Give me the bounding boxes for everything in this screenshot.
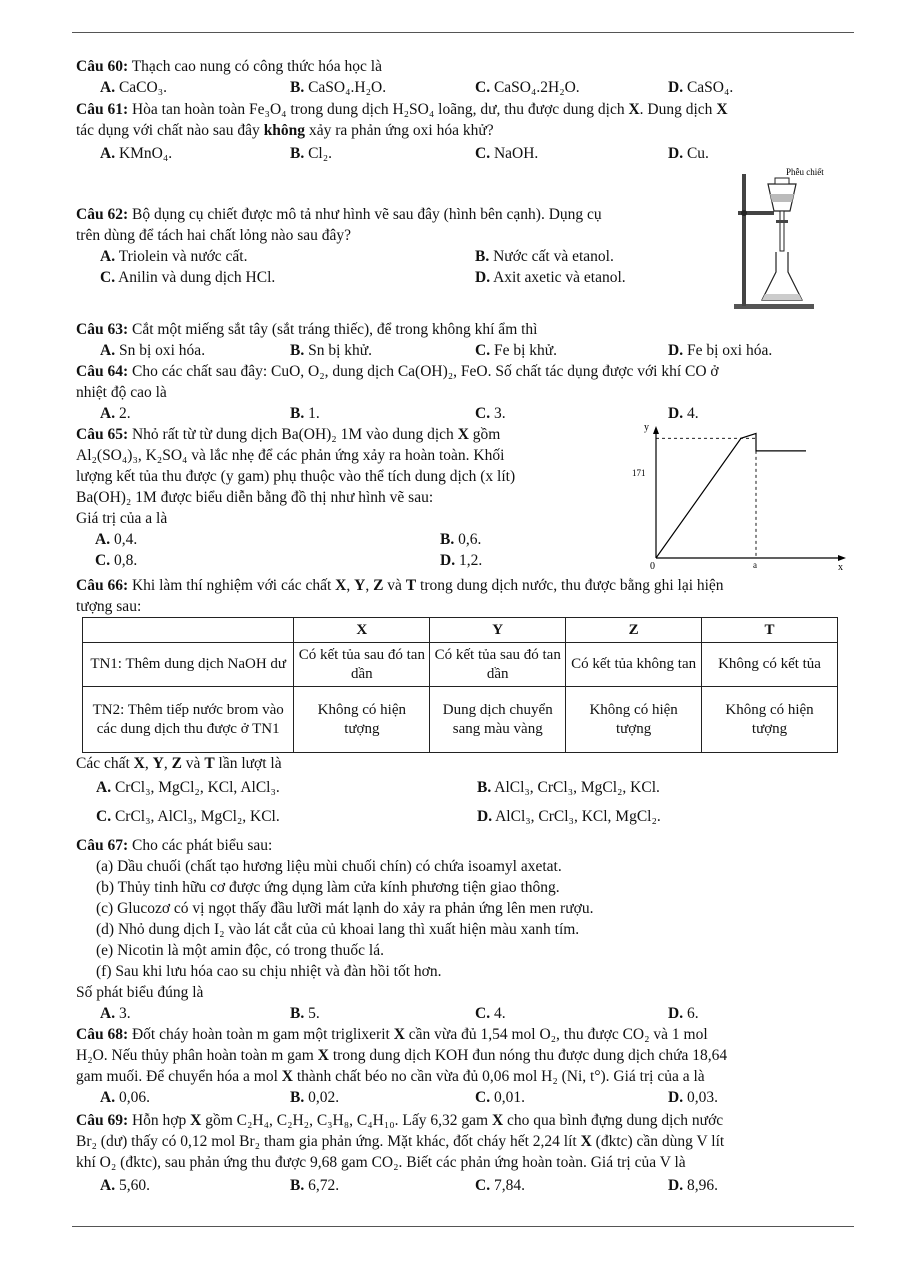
option-b: B. CaSO₄.H₂O. xyxy=(290,79,387,96)
funnel-liquid xyxy=(770,194,794,202)
statement-d: (d) Nhỏ dung dịch I₂ vào lát cắt của củ khoai lang thì xuất hiện màu xanh tím. xyxy=(96,921,580,938)
option-a: A. CrCl₃, MgCl₂, KCl, AlCl₃. xyxy=(96,779,280,796)
option-a: A. 2. xyxy=(100,405,131,422)
option-c: C. Anilin và dung dịch HCl. xyxy=(100,269,276,286)
option-a: A. Triolein và nước cất. xyxy=(100,248,248,265)
question-65-line5: Giá trị của a là xyxy=(76,510,168,527)
question-61: Câu 61: Hòa tan hoàn toàn Fe₃O₄ trong dung dịch H₂SO₄ loãng, dư, thu được dung dịch X. Dung dịch X xyxy=(76,101,728,118)
flask-liquid xyxy=(762,294,802,300)
table-header-cell: X xyxy=(294,618,430,643)
separatory-funnel-figure xyxy=(728,164,838,314)
origin-label: 0 xyxy=(650,561,655,572)
question-number: Câu 61: xyxy=(76,101,129,118)
table-cell: TN1: Thêm dung dịch NaOH dư xyxy=(83,643,294,687)
y-tick-label: 171 xyxy=(632,468,646,478)
question-number: Câu 64: xyxy=(76,363,129,380)
statement-c: (c) Glucozơ có vị ngọt thấy đầu lưỡi mát lạnh do xảy ra phản ứng lên men rượu. xyxy=(96,900,594,917)
question-68: Câu 68: Đốt cháy hoàn toàn m gam một triglixerit X cần vừa đủ 1,54 mol O₂, thu được CO₂ và 1 mol xyxy=(76,1026,708,1043)
option-c: C. CaSO₄.2H₂O. xyxy=(475,79,580,96)
question-68-line2: H₂O. Nếu thủy phân hoàn toàn m gam X trong dung dịch KOH đun nóng thu được dung dịch chứa 18,64 xyxy=(76,1047,728,1064)
question-number: Câu 68: xyxy=(76,1026,129,1043)
question-67-ask: Số phát biểu đúng là xyxy=(76,984,204,1001)
funnel-stopper xyxy=(775,178,789,184)
table-cell: TN2: Thêm tiếp nước brom vào các dung dịch thu được ở TN1 xyxy=(83,687,294,753)
statement-e: (e) Nicotin là một amin độc, có trong thuốc lá. xyxy=(96,942,384,959)
table-header-cell xyxy=(83,618,294,643)
option-a: A. CaCO₃. xyxy=(100,79,167,96)
question-60 xyxy=(76,56,854,77)
options-66-row2 xyxy=(0,806,906,827)
option-b: B. Sn bị khử. xyxy=(290,342,373,359)
question-66: Câu 66: Khi làm thí nghiệm với các chất X, Y, Z và T trong dung dịch nước, thu được bằng ghi lại hiện xyxy=(76,577,724,594)
option-d: D. Fe bị oxi hóa. xyxy=(668,342,773,359)
table-cell: Không có hiện tượng xyxy=(702,687,838,753)
table-cell: Không có hiện tượng xyxy=(294,687,430,753)
option-b: B. 1. xyxy=(290,405,320,422)
figure-label: Phễu chiết xyxy=(786,167,824,177)
option-c: C. 0,8. xyxy=(95,552,138,569)
option-c: C. Fe bị khử. xyxy=(475,342,558,359)
options-61 xyxy=(0,143,906,164)
option-c: C. 7,84. xyxy=(475,1177,525,1194)
options-62-row2 xyxy=(0,267,906,288)
option-b: B. 5. xyxy=(290,1005,320,1022)
series-line xyxy=(656,433,806,558)
question-63: Câu 63: Cắt một miếng sắt tây (sắt tráng thiếc), để trong không khí ẩm thì xyxy=(76,321,538,338)
option-a: A. Sn bị oxi hóa. xyxy=(100,342,206,359)
question-65-line2: Al₂(SO₄)₃, K₂SO₄ và lắc nhẹ để các phản ứng xảy ra hoàn toàn. Khối xyxy=(76,447,505,464)
question-text: Thạch cao nung có công thức hóa học là xyxy=(131,58,382,75)
table-row xyxy=(83,643,838,687)
question-62-line2: trên dùng để tách hai chất lỏng nào sau đây? xyxy=(76,227,352,244)
question-62: Câu 62: Bộ dụng cụ chiết được mô tả như hình vẽ sau đây (hình bên cạnh). Dụng cụ xyxy=(76,206,602,223)
question-65-line3: lượng kết tủa thu được (y gam) phụ thuộc vào thể tích dung dịch (x lít) xyxy=(76,468,516,485)
question-69: Câu 69: Hỗn hợp X gồm C₂H₄, C₂H₂, C₃H₈, C₄H₁₀. Lấy 6,32 gam X cho qua bình đựng dung dịch nước xyxy=(76,1112,724,1129)
option-b: B. 0,02. xyxy=(290,1089,340,1106)
top-rule xyxy=(72,32,854,33)
question-number: Câu 65: xyxy=(76,426,129,443)
option-b: B. 0,6. xyxy=(440,531,482,548)
option-d: D. Axit axetic và etanol. xyxy=(475,269,626,286)
options-60 xyxy=(0,77,906,98)
question-number: Câu 66: xyxy=(76,577,129,594)
options-69 xyxy=(0,1175,906,1196)
observation-table xyxy=(82,617,838,753)
x-axis-label: x xyxy=(838,562,843,573)
x-tick-label: a xyxy=(753,560,757,570)
option-c: C. NaOH. xyxy=(475,145,539,162)
option-a: A. 5,60. xyxy=(100,1177,150,1194)
option-b: B. 6,72. xyxy=(290,1177,340,1194)
statement-b: (b) Thủy tinh hữu cơ được ứng dụng làm cửa kính phương tiện giao thông. xyxy=(96,879,560,896)
statement-a: (a) Dầu chuối (chất tạo hương liệu mùi chuối chín) có chứa isoamyl axetat. xyxy=(96,858,562,875)
clamp-knob xyxy=(741,210,747,216)
option-c: C. 4. xyxy=(475,1005,506,1022)
option-d: D. 8,96. xyxy=(668,1177,718,1194)
statement-f: (f) Sau khi lưu hóa cao su chịu nhiệt và đàn hồi tốt hơn. xyxy=(96,963,442,980)
option-a: A. KMnO₄. xyxy=(100,145,173,162)
option-d: D. AlCl₃, CrCl₃, KCl, MgCl₂. xyxy=(477,808,661,825)
options-67 xyxy=(0,1003,906,1024)
option-d: D. 0,03. xyxy=(668,1089,718,1106)
question-66-ask: Các chất X, Y, Z và T lần lượt là xyxy=(76,755,282,772)
option-d: D. 1,2. xyxy=(440,552,483,569)
options-63 xyxy=(0,340,906,361)
option-b: B. Nước cất và etanol. xyxy=(475,248,614,265)
option-b: B. Cl₂. xyxy=(290,145,333,162)
question-69-line2: Br₂ (dư) thấy có 0,12 mol Br₂ tham gia phản ứng. Mặt khác, đốt cháy hết 2,24 lít X (đktc) cần dùng V lít xyxy=(76,1133,725,1150)
options-66-row1 xyxy=(0,777,906,798)
question-69-line3: khí O₂ (đktc), sau phản ứng thu được 9,68 gam CO₂. Biết các phản ứng hoàn toàn. Giá trị của V là xyxy=(76,1154,686,1171)
question-65-line4: Ba(OH)₂ 1M được biểu diễn bằng đồ thị như hình vẽ sau: xyxy=(76,489,434,506)
options-62-row1 xyxy=(0,246,906,267)
option-c: C. 0,01. xyxy=(475,1089,525,1106)
x-axis-arrow xyxy=(838,555,846,561)
option-d: D. Cu. xyxy=(668,145,709,162)
question-67: Câu 67: Cho các phát biểu sau: xyxy=(76,837,273,854)
question-number: Câu 62: xyxy=(76,206,129,223)
question-61-line2: tác dụng với chất nào sau đây không xảy ra phản ứng oxi hóa khử? xyxy=(76,122,494,139)
question-65: Câu 65: Nhỏ rất từ từ dung dịch Ba(OH)₂ 1M vào dung dịch X gồm xyxy=(76,426,501,443)
question-number: Câu 69: xyxy=(76,1112,129,1129)
question-number: Câu 67: xyxy=(76,837,129,854)
funnel-stem xyxy=(780,211,784,251)
option-a: A. 0,06. xyxy=(100,1089,150,1106)
precipitate-chart xyxy=(628,418,858,574)
option-d: D. 6. xyxy=(668,1005,699,1022)
table-header-cell: Z xyxy=(566,618,702,643)
option-c: C. 3. xyxy=(475,405,506,422)
option-d: D. 4. xyxy=(668,405,699,422)
question-64-line2: nhiệt độ cao là xyxy=(76,384,167,401)
question-number: Câu 63: xyxy=(76,321,129,338)
table-header-cell: T xyxy=(702,618,838,643)
table-cell: Không có kết tủa xyxy=(702,643,838,687)
table-header-row xyxy=(83,618,838,643)
y-axis-arrow xyxy=(653,426,659,434)
table-header-cell: Y xyxy=(430,618,566,643)
table-row xyxy=(83,687,838,753)
option-a: A. 0,4. xyxy=(95,531,138,548)
table-cell: Không có hiện tượng xyxy=(566,687,702,753)
table-cell: Có kết tủa sau đó tan dần xyxy=(430,643,566,687)
question-number: Câu 60: xyxy=(76,58,129,75)
table-cell: Có kết tủa sau đó tan dần xyxy=(294,643,430,687)
table-cell: Có kết tủa không tan xyxy=(566,643,702,687)
question-66-line2: tượng sau: xyxy=(76,598,142,615)
y-axis-label: y xyxy=(644,422,649,433)
option-b: B. AlCl₃, CrCl₃, MgCl₂, KCl. xyxy=(477,779,660,796)
question-64: Câu 64: Cho các chất sau đây: CuO, O₂, dung dịch Ca(OH)₂, FeO. Số chất tác dụng được với khí CO ở xyxy=(76,363,719,380)
option-a: A. 3. xyxy=(100,1005,131,1022)
bottom-rule xyxy=(72,1226,854,1227)
funnel-stopcock xyxy=(776,220,788,223)
table-cell: Dung dịch chuyển sang màu vàng xyxy=(430,687,566,753)
question-68-line3: gam muối. Để chuyển hóa a mol X thành chất béo no cần vừa đủ 0,06 mol H₂ (Ni, t°). Giá trị của a là xyxy=(76,1068,705,1085)
options-68 xyxy=(0,1087,906,1108)
option-c: C. CrCl₃, AlCl₃, MgCl₂, KCl. xyxy=(96,808,280,825)
option-d: D. CaSO₄. xyxy=(668,79,734,96)
